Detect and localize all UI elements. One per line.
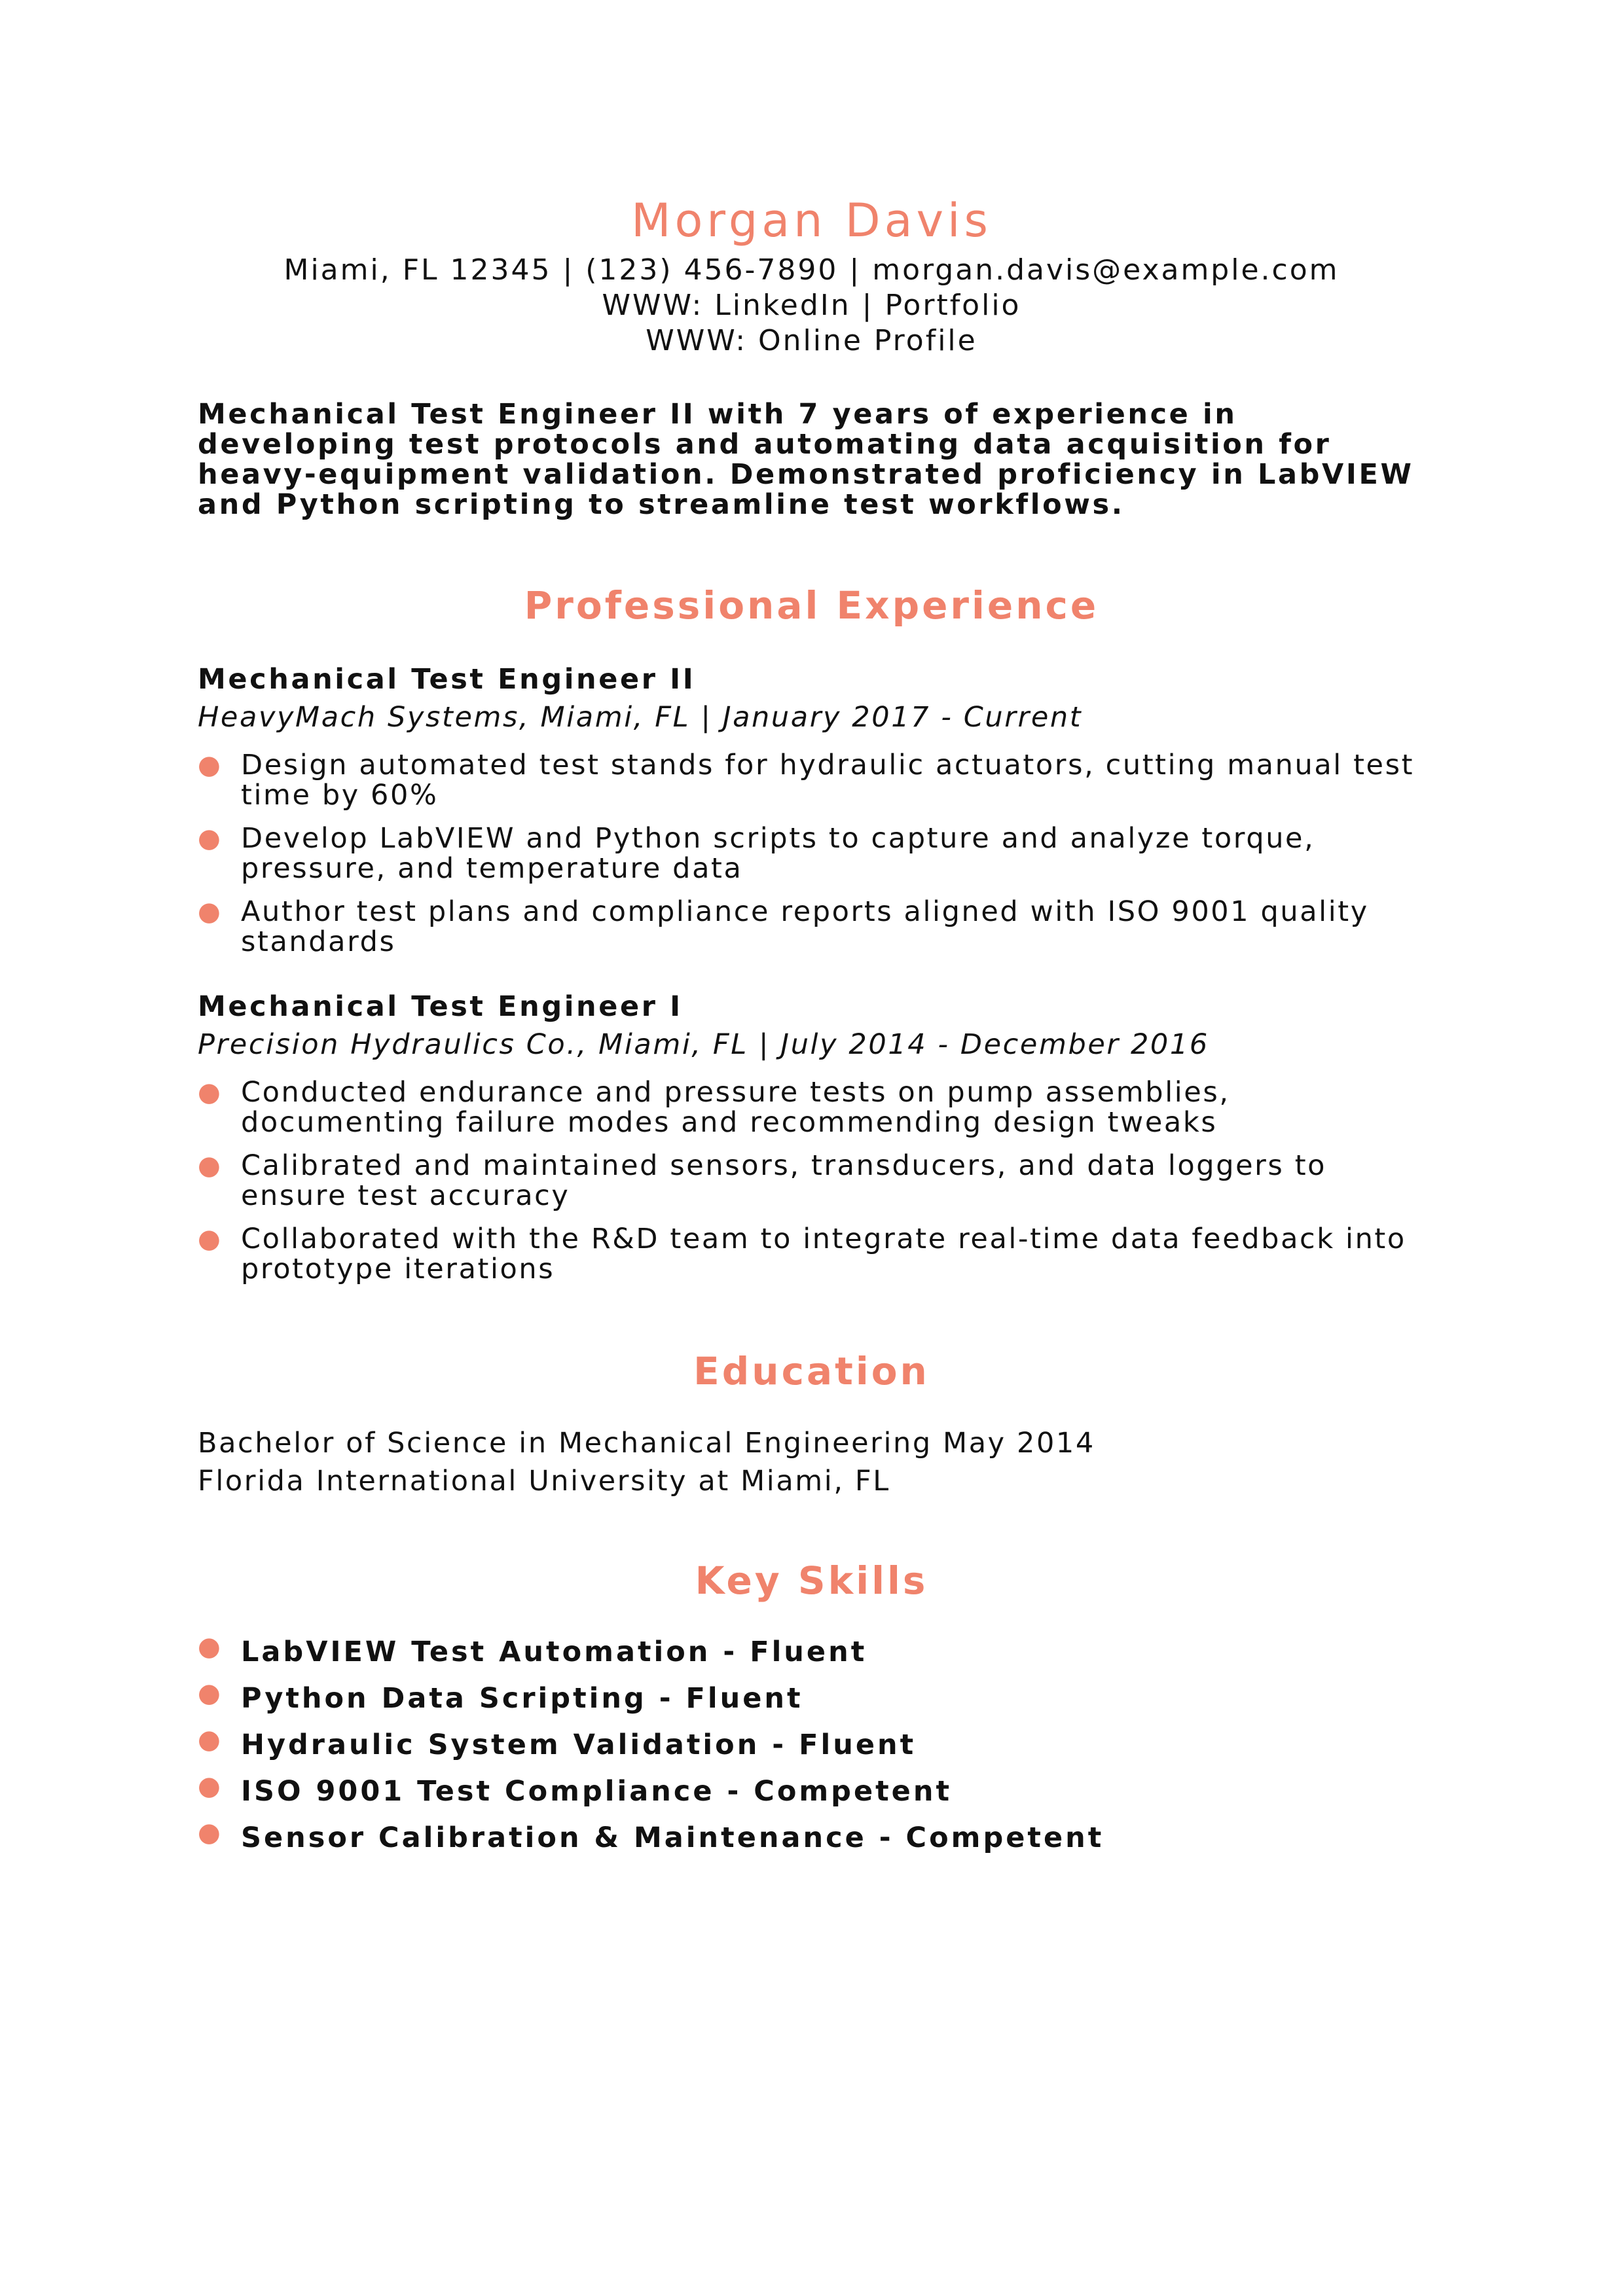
job-company-dates: HeavyMach Systems, Miami, FL | January 2017 - Current — [198, 701, 1083, 734]
skill-text: Python Data Scripting - Fluent — [241, 1682, 803, 1715]
bullet-text: Conducted endurance and pressure tests on pump assemblies, documenting failure modes and recommending design tweaks — [241, 1076, 1230, 1139]
skill-item — [198, 1634, 1442, 1670]
bullet-text: Collaborated with the R&D team to integrate real-time data feedback into prototype iterations — [241, 1223, 1406, 1285]
bullet-text: Develop LabVIEW and Python scripts to capture and analyze torque, pressure, and temperature data — [241, 822, 1315, 885]
bullet-dot-icon: ● — [198, 1151, 223, 1181]
skill-item — [198, 1727, 1442, 1763]
bullet-text: Calibrated and maintained sensors, transducers, and data loggers to ensure test accuracy — [241, 1149, 1327, 1212]
job-title: Mechanical Test Engineer I — [198, 990, 683, 1023]
bullet-dot-icon: ● — [198, 1725, 223, 1755]
job-bullets — [198, 750, 1442, 970]
professional-summary: Mechanical Test Engineer II with 7 years of experience in developing test protocols and automating data acquisition for heavy-equipment validation. Demonstrated proficiency in LabVIEW and Python scripting to streamline test workflows. — [198, 398, 1414, 521]
bullet-dot-icon: ● — [198, 750, 223, 780]
skill-text: ISO 9001 Test Compliance - Competent — [241, 1775, 953, 1808]
bullet-item — [198, 1224, 1442, 1284]
skills-list — [198, 1634, 1442, 1866]
section-title-skills: Key Skills — [695, 1558, 928, 1603]
section-title-education: Education — [693, 1349, 930, 1393]
bullet-item — [198, 1151, 1442, 1211]
bullet-dot-icon: ● — [198, 1678, 223, 1708]
job-company-dates: Precision Hydraulics Co., Miami, FL | July 2014 - December 2016 — [198, 1028, 1209, 1061]
bullet-dot-icon: ● — [198, 1224, 223, 1254]
candidate-name: Morgan Davis — [631, 194, 992, 247]
degree: Bachelor of Science in Mechanical Engineering May 2014 — [198, 1427, 1095, 1460]
section-title-experience: Professional Experience — [524, 583, 1099, 628]
bullet-dot-icon: ● — [198, 1632, 223, 1662]
contact-info: Miami, FL 12345 | (123) 456-7890 | morgan.davis@example.com — [283, 253, 1340, 287]
job-bullets — [198, 1077, 1442, 1297]
bullet-dot-icon: ● — [198, 1818, 223, 1848]
bullet-dot-icon: ● — [198, 1077, 223, 1107]
skill-text: Sensor Calibration & Maintenance - Competent — [241, 1821, 1104, 1854]
bullet-text: Author test plans and compliance reports aligned with ISO 9001 quality standards — [241, 895, 1369, 958]
bullet-item — [198, 897, 1442, 957]
bullet-item — [198, 750, 1442, 810]
skill-item — [198, 1820, 1442, 1856]
bullet-item — [198, 1077, 1442, 1138]
skill-text: LabVIEW Test Automation - Fluent — [241, 1636, 867, 1668]
skill-item — [198, 1773, 1442, 1810]
bullet-dot-icon: ● — [198, 897, 223, 927]
web-links: WWW: LinkedIn | Portfolio — [602, 289, 1021, 322]
web-profile: WWW: Online Profile — [646, 324, 977, 357]
bullet-dot-icon: ● — [198, 1771, 223, 1801]
skill-item — [198, 1680, 1442, 1717]
job-title: Mechanical Test Engineer II — [198, 663, 696, 696]
university: Florida International University at Miami, FL — [198, 1465, 890, 1498]
bullet-text: Design automated test stands for hydraulic actuators, cutting manual test time by 60% — [241, 749, 1415, 812]
bullet-item — [198, 823, 1442, 884]
skill-text: Hydraulic System Validation - Fluent — [241, 1729, 917, 1761]
bullet-dot-icon: ● — [198, 823, 223, 853]
